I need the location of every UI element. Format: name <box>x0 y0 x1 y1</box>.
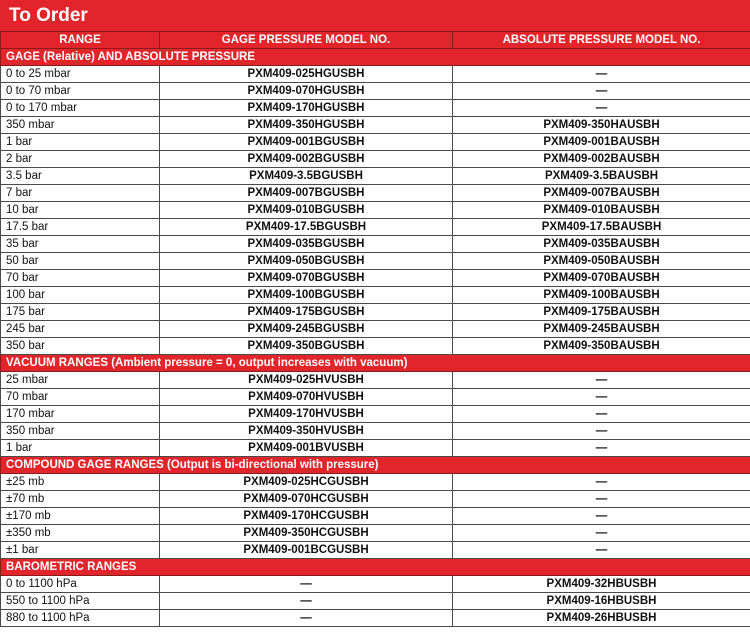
table-row <box>1 202 750 219</box>
range-cell: 7 bar <box>1 185 160 202</box>
table-row <box>1 440 750 457</box>
section-title: GAGE (Relative) AND ABSOLUTE PRESSURE <box>1 49 750 66</box>
absolute-model-cell: — <box>453 491 750 508</box>
gage-model-cell: PXM409-100BGUSBH <box>160 287 453 304</box>
range-cell: 70 bar <box>1 270 160 287</box>
absolute-model-cell: PXM409-17.5BAUSBH <box>453 219 750 236</box>
table-row <box>1 287 750 304</box>
gage-model-cell: PXM409-001BCGUSBH <box>160 542 453 559</box>
range-cell: 350 mbar <box>1 117 160 134</box>
absolute-model-column-header: ABSOLUTE PRESSURE MODEL NO. <box>453 32 750 49</box>
gage-model-cell: PXM409-035BGUSBH <box>160 236 453 253</box>
absolute-model-cell: — <box>453 508 750 525</box>
gage-model-cell: PXM409-175BGUSBH <box>160 304 453 321</box>
gage-model-cell: PXM409-170HCGUSBH <box>160 508 453 525</box>
gage-model-cell: PXM409-070HVUSBH <box>160 389 453 406</box>
table-row <box>1 66 750 83</box>
section-title: VACUUM RANGES (Ambient pressure = 0, output increases with vacuum) <box>1 355 750 372</box>
gage-model-cell: PXM409-070BGUSBH <box>160 270 453 287</box>
order-table <box>0 31 750 627</box>
gage-model-cell: PXM409-170HGUSBH <box>160 100 453 117</box>
table-row <box>1 151 750 168</box>
table-row <box>1 593 750 610</box>
range-cell: 0 to 70 mbar <box>1 83 160 100</box>
absolute-model-cell: PXM409-3.5BAUSBH <box>453 168 750 185</box>
page-title: To Order <box>0 0 750 31</box>
range-cell: 35 bar <box>1 236 160 253</box>
gage-model-cell: — <box>160 610 453 627</box>
absolute-model-cell: PXM409-035BAUSBH <box>453 236 750 253</box>
section-header-row <box>1 559 750 576</box>
absolute-model-cell: — <box>453 542 750 559</box>
table-row <box>1 576 750 593</box>
section-header-row <box>1 49 750 66</box>
table-row <box>1 423 750 440</box>
table-row <box>1 117 750 134</box>
table-row <box>1 525 750 542</box>
absolute-model-cell: PXM409-32HBUSBH <box>453 576 750 593</box>
table-row <box>1 270 750 287</box>
absolute-model-cell: — <box>453 389 750 406</box>
absolute-model-cell: PXM409-26HBUSBH <box>453 610 750 627</box>
range-column-header: RANGE <box>1 32 160 49</box>
absolute-model-cell: PXM409-002BAUSBH <box>453 151 750 168</box>
gage-model-cell: PXM409-350HGUSBH <box>160 117 453 134</box>
gage-model-cell: PXM409-025HVUSBH <box>160 372 453 389</box>
section-title: BAROMETRIC RANGES <box>1 559 750 576</box>
range-cell: 1 bar <box>1 440 160 457</box>
section-header-row <box>1 355 750 372</box>
gage-model-cell: PXM409-170HVUSBH <box>160 406 453 423</box>
range-cell: 170 mbar <box>1 406 160 423</box>
range-cell: 175 bar <box>1 304 160 321</box>
table-row <box>1 304 750 321</box>
gage-model-cell: PXM409-025HGUSBH <box>160 66 453 83</box>
range-cell: 2 bar <box>1 151 160 168</box>
range-cell: 25 mbar <box>1 372 160 389</box>
gage-model-column-header: GAGE PRESSURE MODEL NO. <box>160 32 453 49</box>
gage-model-cell: PXM409-350HVUSBH <box>160 423 453 440</box>
table-row <box>1 610 750 627</box>
absolute-model-cell: — <box>453 83 750 100</box>
range-cell: 1 bar <box>1 134 160 151</box>
absolute-model-cell: PXM409-245BAUSBH <box>453 321 750 338</box>
gage-model-cell: PXM409-350HCGUSBH <box>160 525 453 542</box>
range-cell: 100 bar <box>1 287 160 304</box>
range-cell: ±25 mb <box>1 474 160 491</box>
table-row <box>1 185 750 202</box>
absolute-model-cell: — <box>453 474 750 491</box>
table-row <box>1 491 750 508</box>
absolute-model-cell: PXM409-010BAUSBH <box>453 202 750 219</box>
absolute-model-cell: — <box>453 100 750 117</box>
absolute-model-cell: — <box>453 372 750 389</box>
gage-model-cell: — <box>160 576 453 593</box>
table-row <box>1 219 750 236</box>
gage-model-cell: PXM409-070HCGUSBH <box>160 491 453 508</box>
table-row <box>1 83 750 100</box>
gage-model-cell: PXM409-050BGUSBH <box>160 253 453 270</box>
absolute-model-cell: PXM409-100BAUSBH <box>453 287 750 304</box>
range-cell: 245 bar <box>1 321 160 338</box>
absolute-model-cell: PXM409-16HBUSBH <box>453 593 750 610</box>
absolute-model-cell: — <box>453 525 750 542</box>
gage-model-cell: PXM409-245BGUSBH <box>160 321 453 338</box>
gage-model-cell: PXM409-070HGUSBH <box>160 83 453 100</box>
gage-model-cell: PXM409-350BGUSBH <box>160 338 453 355</box>
range-cell: 17.5 bar <box>1 219 160 236</box>
absolute-model-cell: PXM409-350HAUSBH <box>453 117 750 134</box>
range-cell: ±170 mb <box>1 508 160 525</box>
range-cell: 0 to 170 mbar <box>1 100 160 117</box>
range-cell: 0 to 25 mbar <box>1 66 160 83</box>
gage-model-cell: PXM409-001BGUSBH <box>160 134 453 151</box>
range-cell: 0 to 1100 hPa <box>1 576 160 593</box>
absolute-model-cell: PXM409-070BAUSBH <box>453 270 750 287</box>
absolute-model-cell: — <box>453 406 750 423</box>
gage-model-cell: PXM409-001BVUSBH <box>160 440 453 457</box>
gage-model-cell: PXM409-010BGUSBH <box>160 202 453 219</box>
range-cell: 880 to 1100 hPa <box>1 610 160 627</box>
table-row <box>1 372 750 389</box>
gage-model-cell: PXM409-007BGUSBH <box>160 185 453 202</box>
section-header-row <box>1 457 750 474</box>
range-cell: 3.5 bar <box>1 168 160 185</box>
absolute-model-cell: PXM409-050BAUSBH <box>453 253 750 270</box>
range-cell: 350 bar <box>1 338 160 355</box>
absolute-model-cell: — <box>453 66 750 83</box>
gage-model-cell: PXM409-3.5BGUSBH <box>160 168 453 185</box>
range-cell: 350 mbar <box>1 423 160 440</box>
table-row <box>1 474 750 491</box>
table-row <box>1 134 750 151</box>
table-row <box>1 236 750 253</box>
range-cell: ±350 mb <box>1 525 160 542</box>
gage-model-cell: PXM409-002BGUSBH <box>160 151 453 168</box>
range-cell: ±1 bar <box>1 542 160 559</box>
absolute-model-cell: PXM409-175BAUSBH <box>453 304 750 321</box>
absolute-model-cell: PXM409-007BAUSBH <box>453 185 750 202</box>
table-body <box>1 49 750 627</box>
range-cell: 550 to 1100 hPa <box>1 593 160 610</box>
table-row <box>1 100 750 117</box>
gage-model-cell: — <box>160 593 453 610</box>
range-cell: 10 bar <box>1 202 160 219</box>
table-row <box>1 321 750 338</box>
section-title: COMPOUND GAGE RANGES (Output is bi-directional with pressure) <box>1 457 750 474</box>
table-row <box>1 542 750 559</box>
gage-model-cell: PXM409-17.5BGUSBH <box>160 219 453 236</box>
absolute-model-cell: PXM409-350BAUSBH <box>453 338 750 355</box>
table-row <box>1 508 750 525</box>
table-row <box>1 389 750 406</box>
table-row <box>1 253 750 270</box>
range-cell: 50 bar <box>1 253 160 270</box>
absolute-model-cell: — <box>453 423 750 440</box>
range-cell: ±70 mb <box>1 491 160 508</box>
table-row <box>1 168 750 185</box>
absolute-model-cell: PXM409-001BAUSBH <box>453 134 750 151</box>
table-row <box>1 406 750 423</box>
absolute-model-cell: — <box>453 440 750 457</box>
table-row <box>1 338 750 355</box>
column-header-row <box>1 32 750 49</box>
gage-model-cell: PXM409-025HCGUSBH <box>160 474 453 491</box>
range-cell: 70 mbar <box>1 389 160 406</box>
